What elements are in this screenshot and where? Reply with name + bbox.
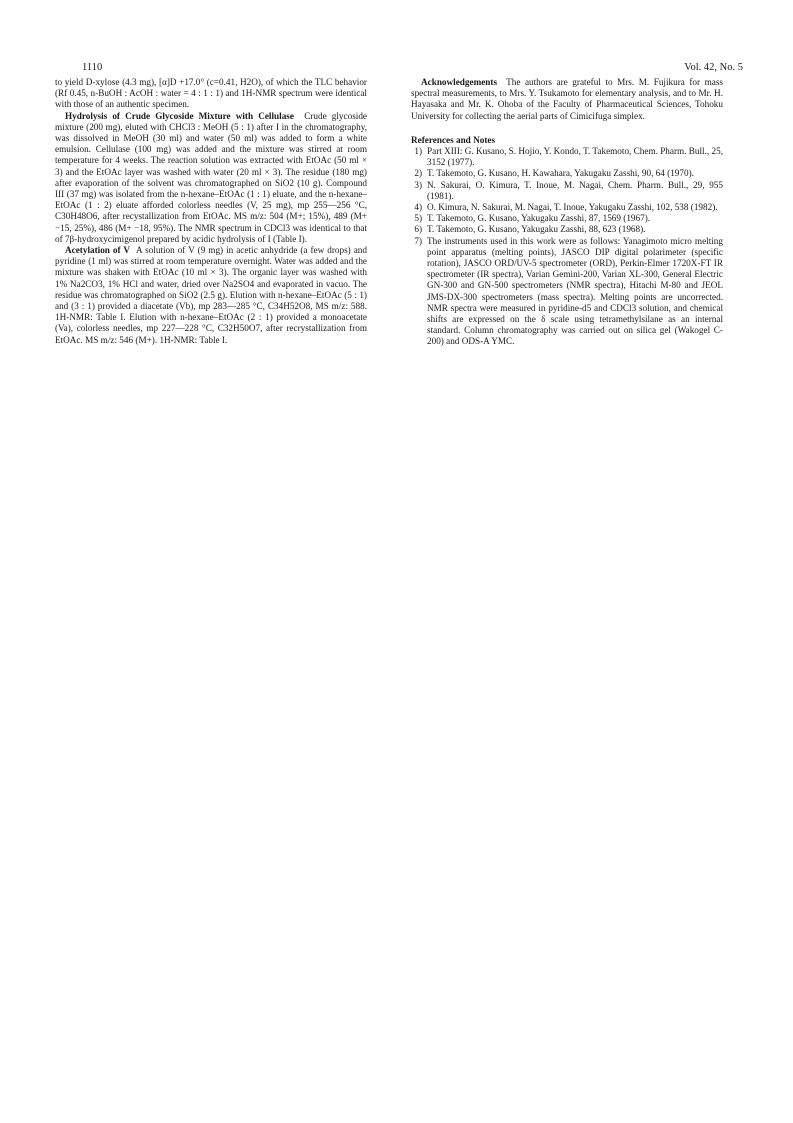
left-column (55, 77, 367, 346)
acknowledgements-heading: Acknowledgements (421, 77, 498, 87)
reference-number: 3) (414, 179, 422, 190)
reference-item (411, 168, 723, 179)
reference-number: 7) (414, 235, 422, 246)
reference-item (411, 236, 723, 348)
reference-number: 6) (414, 224, 422, 235)
reference-number: 1) (414, 146, 422, 157)
acknowledgements-text: The authors are grateful to Mrs. M. Fujikura for mass spectral measurements, to Mrs. Y. Tsukamoto for elementary analysis, and to Mr. H. Hayasaka and Mr. K. Ohoba of the Faculty of Pharmaceutical Sciences, Tohoku University for collecting the aerial parts of Cimicifuga simplex. (411, 77, 723, 121)
reference-text: The instruments used in this work were as follows: Yanagimoto micro melting point apparatus (melting points), JASCO DIP digital polarimeter (specific rotation), JASCO ORD/UV-5 spectrometer (ORD), Perkin-Elmer 1720X-FT IR spectrometer (IR spectra), Varian Gemini-200, Varian XL-300, General Electric GN-300 and GN-500 spectrometers (NMR spectra), Hitachi M-80 and JEOL JMS-DX-300 spectrometers (mass spectra). Melting points are uncorrected. NMR spectra were measured in pyridine-d5 and CDCl3 solution, and chemical shifts are expressed on the δ scale using tetramethylsilane as an internal standard. Column chromatography was carried out on silica gel (Wakogel C-200) and ODS-A YMC. (427, 235, 723, 347)
acetylation-paragraph (55, 245, 367, 346)
hydrolysis-heading: Hydrolysis of Crude Glycoside Mixture with Cellulase (65, 110, 294, 121)
reference-item (411, 213, 723, 224)
reference-item (411, 180, 723, 202)
reference-text: T. Takemoto, G. Kusano, Yakugaku Zasshi, 87, 1569 (1967). (427, 213, 651, 224)
reference-text: Part XIII: G. Kusano, S. Hojio, Y. Kondo, T. Takemoto, Chem. Pharm. Bull., 25, 3152 (1977). (427, 146, 723, 168)
reference-list (411, 146, 723, 348)
reference-text: T. Takemoto, G. Kusano, Yakugaku Zasshi, 88, 623 (1968). (427, 224, 646, 235)
reference-text: N. Sakurai, O. Kimura, T. Inoue, M. Nagai, Chem. Pharm. Bull., 29, 955 (1981). (427, 179, 723, 201)
references-heading: References and Notes (411, 134, 496, 145)
volume-issue: Vol. 42, No. 5 (684, 62, 743, 73)
acknowledgements-paragraph (411, 77, 723, 122)
reference-number: 5) (414, 213, 422, 224)
reference-item (411, 224, 723, 235)
reference-item (411, 202, 723, 213)
reference-number: 2) (414, 168, 422, 179)
reference-item (411, 146, 723, 168)
hydrolysis-text: Crude glycoside mixture (200 mg), eluted with CHCl3 : MeOH (5 : 1) after I in the chromatography, was dissolved in MeOH (30 ml) and water (50 ml) was added to form a white emulsion. Cellulase (100 mg) was added and the mixture was stirred at room temperature for 4 weeks. The reaction solution was extracted with EtOAc (50 ml × 3) and the EtOAc layer was washed with water (20 ml × 3). The residue (180 mg) after evaporation of the solvent was chromatographed on SiO2 (10 g). Compound III (37 mg) was isolated from the n-hexane–EtOAc (1 : 1) eluate, and the n-hexane–EtOAc (1 : 2) eluate afforded colorless needles (V, 25 mg), mp 255—256 °C, C30H48O6, after recystallization from EtOAc. MS m/z: 504 (M+; 15%), 489 (M+ −15, 25%), 486 (M+ −18, 95%). The NMR spectrum in CDCl3 was identical to that of 7β-hydroxycimigenol prepared by acidic hydrolysis of I (Table I). (55, 110, 367, 244)
reference-number: 4) (414, 202, 422, 213)
acetylation-text: A solution of V (9 mg) in acetic anhydride (a few drops) and pyridine (1 ml) was stirred at room temperature overnight. Water was added and the mixture was shaken with EtOAc (10 ml × 3). The organic layer was washed with 1% Na2CO3, 1% HCl and water, dried over Na2SO4 and evaporated in vacuo. The residue was chromatographed on SiO2 (2.5 g). Elution with n-hexane–EtOAc (5 : 1) and (3 : 1) provided a diacetate (Vb), mp 283—285 °C, C34H52O8, MS m/z: 588. 1H-NMR: Table I. Elution with n-hexane–EtOAc (2 : 1) provided a monoacetate (Va), colorless needles, mp 227—228 °C, C32H50O7, after recrystallization from EtOAc. MS m/z: 546 (M+). 1H-NMR: Table I. (55, 245, 367, 345)
acetylation-heading: Acetylation of V (65, 245, 131, 256)
reference-text: T. Takemoto, G. Kusano, H. Kawahara, Yakugaku Zasshi, 90, 64 (1970). (427, 168, 694, 179)
page-number: 1110 (82, 62, 103, 73)
hydrolysis-paragraph (55, 111, 367, 245)
right-column (411, 77, 723, 348)
intro-paragraph: to yield D-xylose (4.3 mg), [α]D +17.0° (c=0.41, H2O), of which the TLC behavior (Rf 0.45, n-BuOH : AcOH : water = 4 : 1 : 1) and 1H-NMR spectrum were identical with those of an authentic specimen. (55, 77, 367, 110)
reference-text: O. Kimura, N. Sakurai, M. Nagai, T. Inoue, Yakugaku Zasshi, 102, 538 (1982). (427, 202, 718, 213)
